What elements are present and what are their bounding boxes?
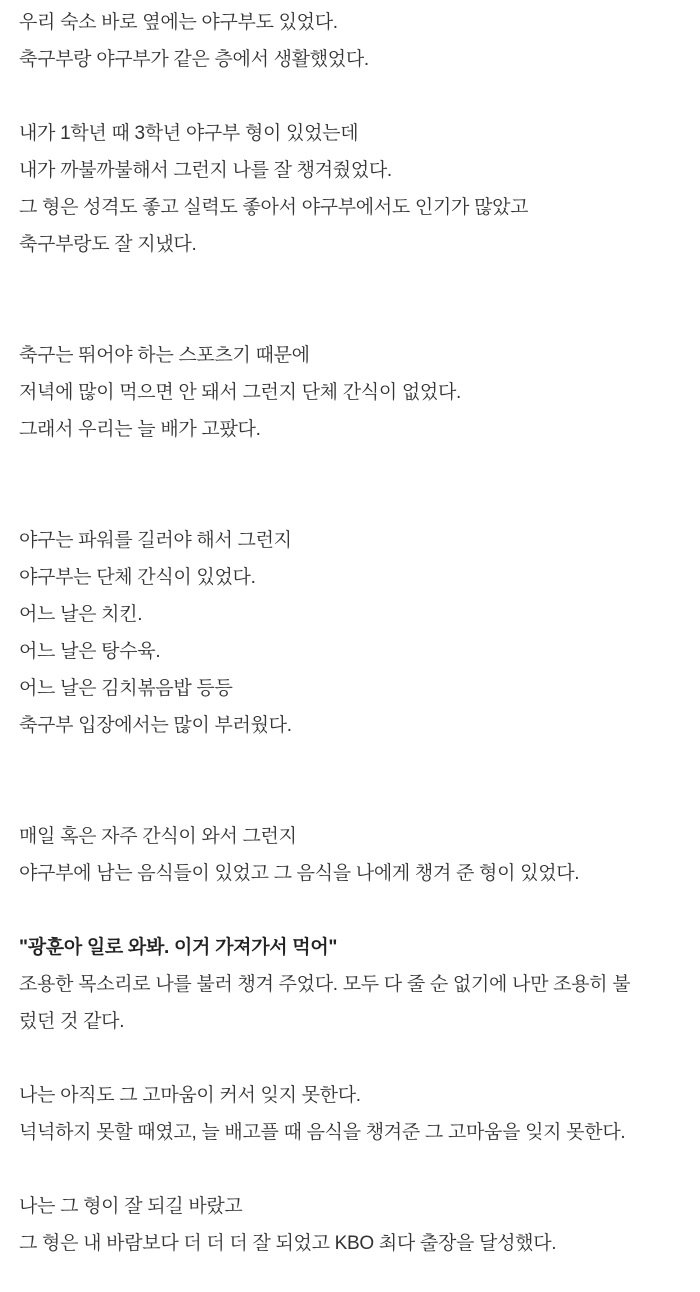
paragraph — [19, 929, 678, 1040]
text-line: 야구부는 단체 간식이 있었다. — [19, 567, 256, 588]
text-line: 어느 날은 탕수육. — [19, 641, 161, 662]
text-line: 야구부에 남는 음식들이 있었고 그 음식을 나에게 챙겨 준 형이 있었다. — [19, 863, 580, 884]
text-line: 나는 그 형이 잘 되길 바랐고 — [19, 1196, 243, 1217]
paragraph — [19, 818, 678, 892]
text-line: 축구는 뛰어야 하는 스포츠기 때문에 — [19, 345, 310, 366]
text-line: 축구부랑도 잘 지냈다. — [19, 234, 197, 255]
paragraph — [19, 337, 678, 448]
text-line: 렀던 것 같다. — [19, 1011, 125, 1032]
text-line: 그 형은 성격도 좋고 실력도 좋아서 야구부에서도 인기가 많았고 — [19, 197, 529, 218]
text-line: 나는 아직도 그 고마움이 커서 잊지 못한다. — [19, 1085, 361, 1106]
paragraph — [19, 115, 678, 263]
paragraph — [19, 1188, 678, 1262]
text-line: 어느 날은 치킨. — [19, 604, 143, 625]
text-line: 조용한 목소리로 나를 불러 챙겨 주었다. 모두 다 줄 순 없기에 나만 조용히 불 — [19, 974, 631, 995]
text-line: 내가 1학년 때 3학년 야구부 형이 있었는데 — [19, 123, 359, 144]
text-line: 매일 혹은 자주 간식이 와서 그런지 — [19, 826, 297, 847]
text-line: 그래서 우리는 늘 배가 고팠다. — [19, 419, 261, 440]
text-line: 넉넉하지 못할 때였고, 늘 배고플 때 음식을 챙겨준 그 고마움을 잊지 못한다. — [19, 1122, 626, 1143]
text-line: 그 형은 내 바람보다 더 더 더 잘 되었고 KBO 최다 출장을 달성했다. — [19, 1233, 557, 1254]
text-line: 내가 까불까불해서 그런지 나를 잘 챙겨줬었다. — [19, 160, 392, 181]
text-line: 축구부랑 야구부가 같은 층에서 생활했었다. — [19, 49, 369, 70]
paragraph — [19, 1077, 678, 1151]
text-line: 야구는 파워를 길러야 해서 그런지 — [19, 530, 292, 551]
text-line: 축구부 입장에서는 많이 부러웠다. — [19, 715, 292, 736]
paragraph — [19, 522, 678, 744]
text-line: 어느 날은 김치볶음밥 등등 — [19, 678, 233, 699]
text-line: 우리 숙소 바로 옆에는 야구부도 있었다. — [19, 12, 338, 33]
paragraph — [19, 4, 678, 78]
text-line: 저녁에 많이 먹으면 안 돼서 그런지 단체 간식이 없었다. — [19, 382, 461, 403]
quote-text-line: "광훈아 일로 와봐. 이거 가져가서 먹어" — [19, 937, 338, 958]
